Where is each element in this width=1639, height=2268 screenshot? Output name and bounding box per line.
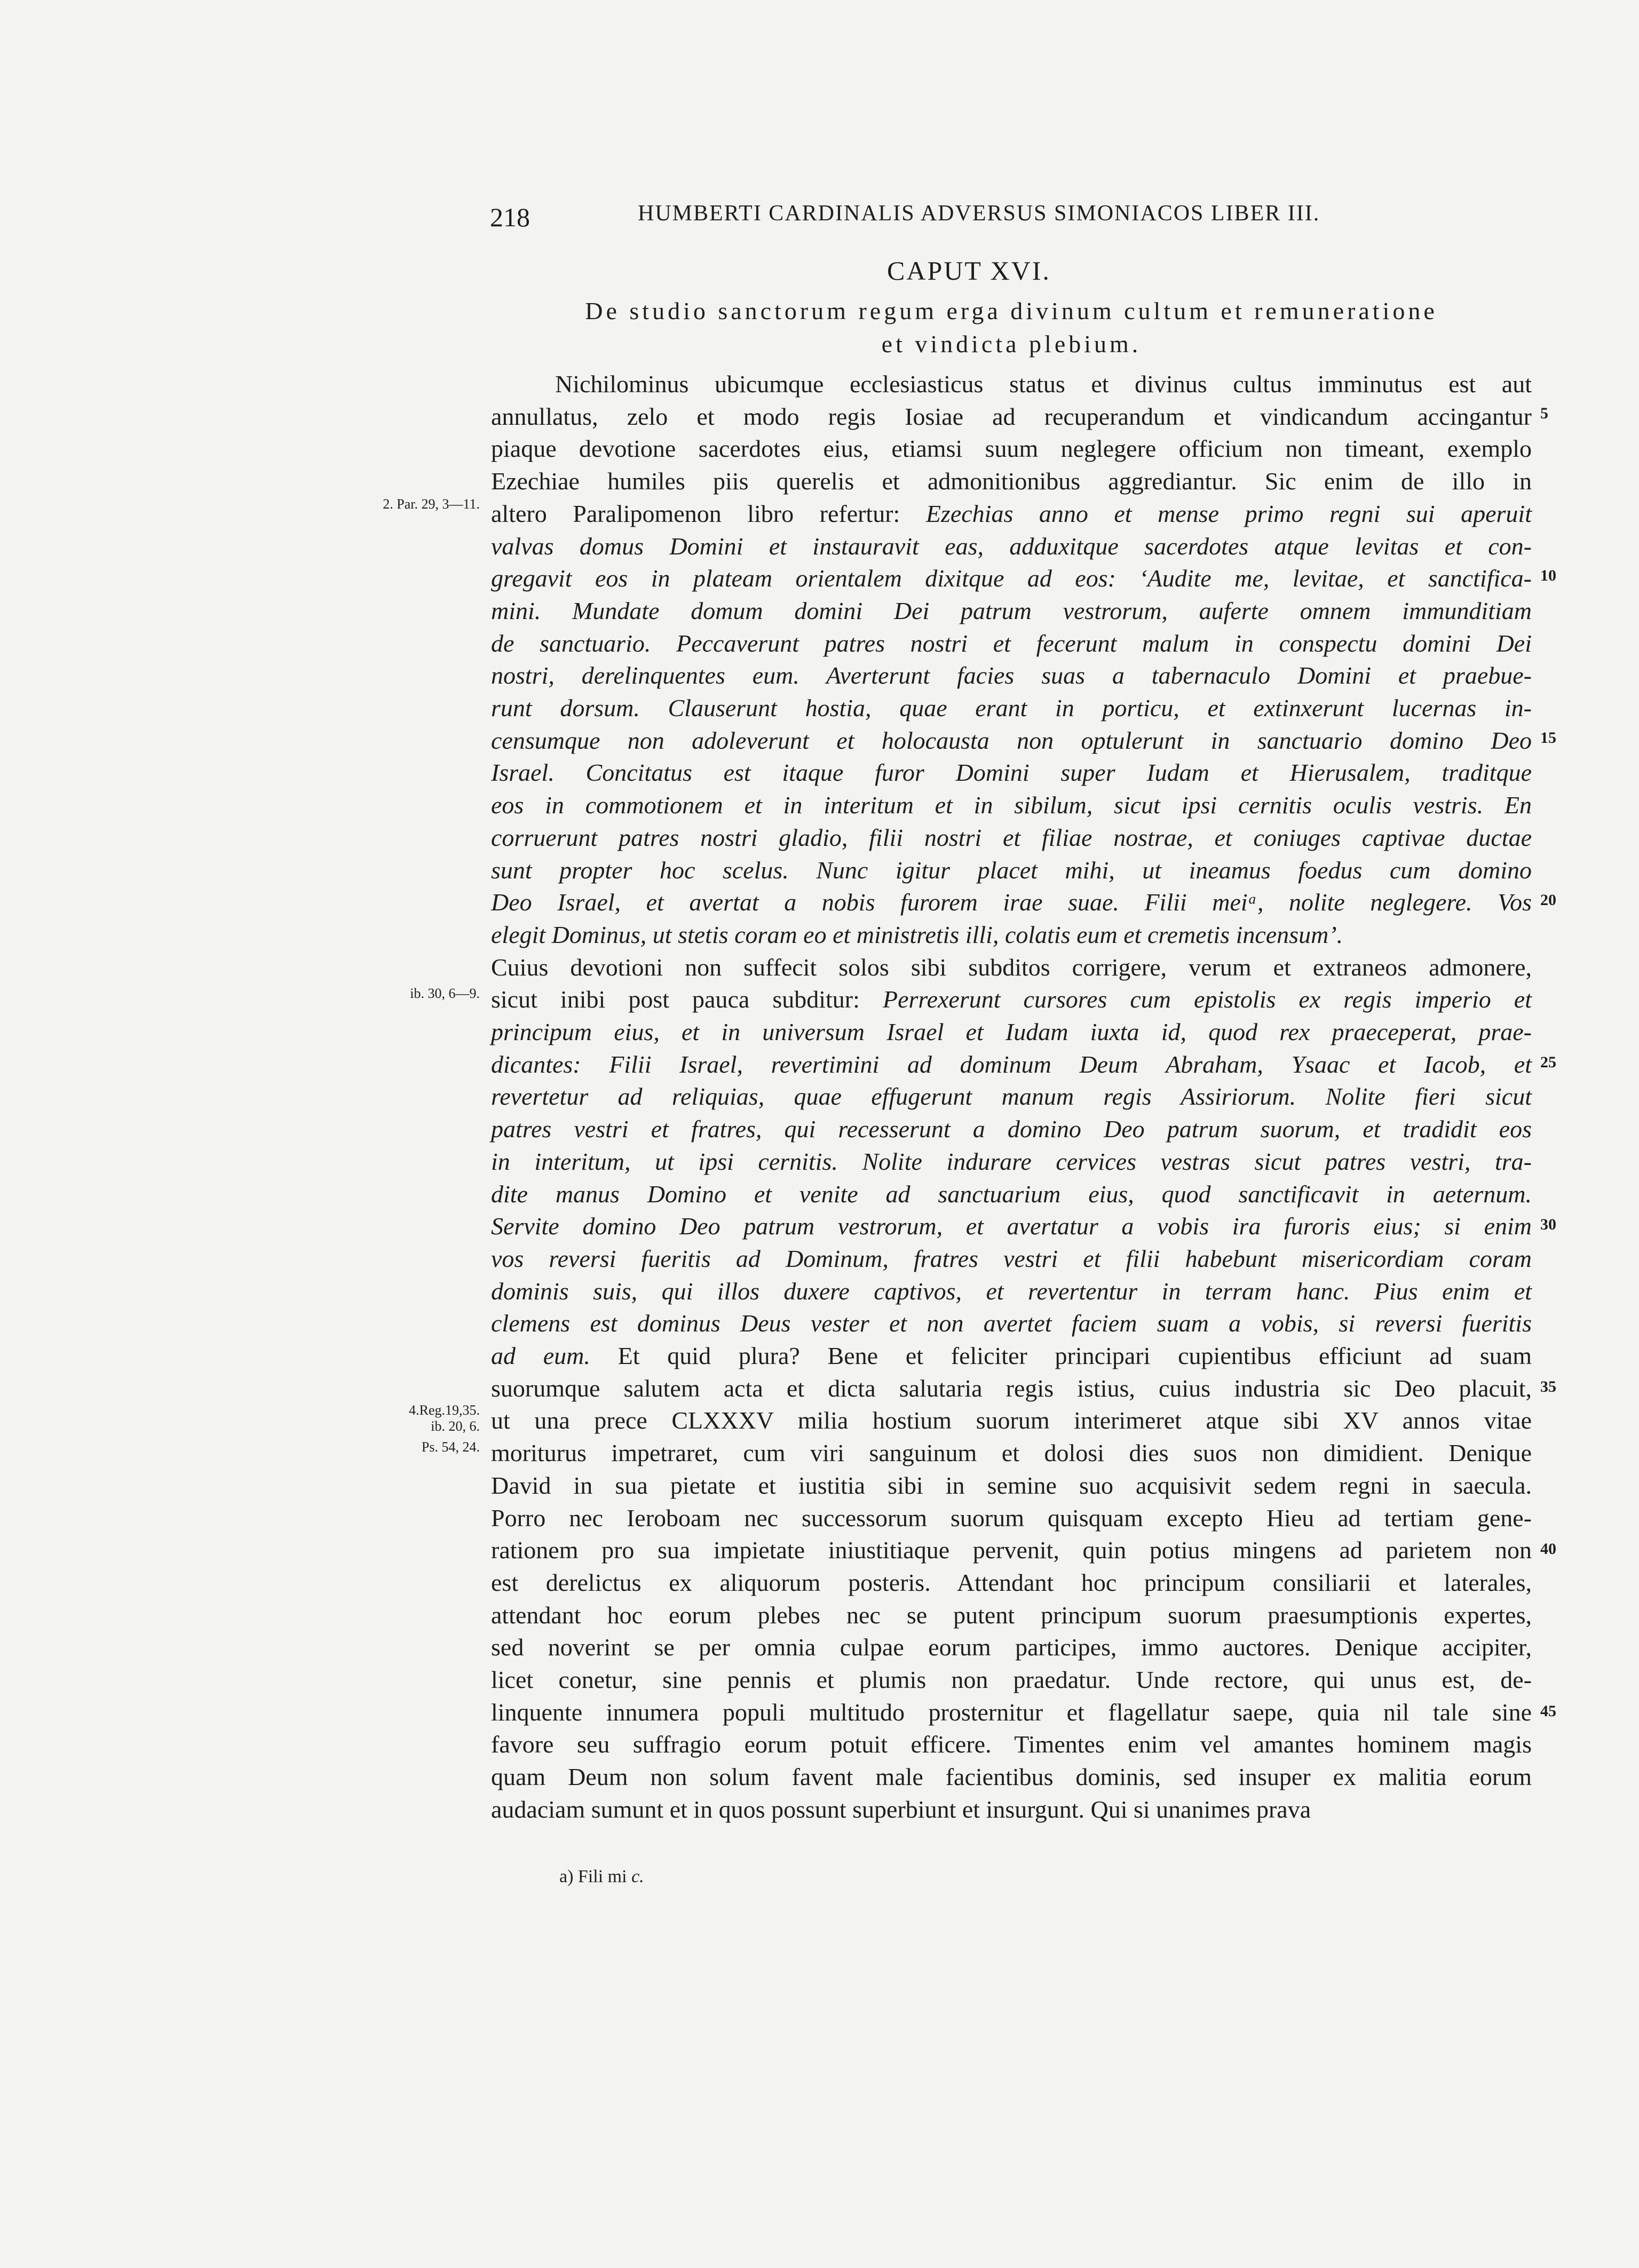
text-line: Servite domino Deo patrum vestrorum, et avertatur a vobis ira furoris eius; si enim <box>491 1212 1532 1240</box>
text-line: Cuius devotioni non suffecit solos sibi subditos corrigere, verum et extraneos admonere, <box>491 953 1532 981</box>
text-line: licet conetur, sine pennis et plumis non praedatur. Unde rectore, qui unus est, de- <box>491 1666 1532 1693</box>
text-line: sed noverint se per omnia culpae eorum participes, immo auctores. Denique accipiter, <box>491 1633 1532 1661</box>
line-number: 40 <box>1540 1540 1556 1558</box>
text-line: annullatus, zelo et modo regis Iosiae ad recuperandum et vindicandum accingantur <box>491 402 1532 430</box>
line-number: 30 <box>1540 1216 1556 1233</box>
text-line: patres vestri et fratres, qui recesserunt a domino Deo patrum suorum, et tradidit eos <box>491 1115 1532 1143</box>
footnote: a) Fili mi c. <box>559 1867 644 1886</box>
line-number: 15 <box>1540 729 1556 747</box>
text-line: ut una prece CLXXXV milia hostium suorum interimeret atque sibi XV annos vitae <box>491 1407 1532 1434</box>
text-line: Deo Israel, et avertat a nobis furorem irae suae. Filii meiᵃ, nolite neglegere. Vos <box>491 889 1532 916</box>
text-line: revertetur ad reliquias, quae effugerunt manum regis Assiriorum. Nolite fieri sicut <box>491 1083 1532 1111</box>
text-line: attendant hoc eorum plebes nec se putent principum suorum praesumptionis expertes, <box>491 1601 1532 1629</box>
page-number: 218 <box>490 202 530 232</box>
text-line: Porro nec Ieroboam nec successorum suorum quisquam excepto Hieu ad tertiam gene- <box>491 1504 1532 1532</box>
text-line: audaciam sumunt et in quos possunt superbiunt et insurgunt. Qui si unanimes prava <box>491 1795 1311 1823</box>
margin-note: Ps. 54, 24. <box>421 1439 480 1455</box>
text-line: in interitum, ut ipsi cernitis. Nolite indurare cervices vestras sicut patres vestri, tra- <box>491 1147 1532 1175</box>
text-line: clemens est dominus Deus vester et non avertet faciem suam a vobis, si reversi fueritis <box>491 1310 1532 1337</box>
text-line: est derelictus ex aliquorum posteris. Attendant hoc principum consiliarii et laterales, <box>491 1568 1532 1596</box>
line-number: 45 <box>1540 1702 1556 1720</box>
text-line: mini. Mundate domum domini Dei patrum vestrorum, auferte omnem immunditiam <box>491 597 1532 624</box>
text-line: eos in commotionem et in interitum et in sibilum, sicut ipsi cernitis oculis vestris. En <box>491 791 1532 819</box>
text-line: corruerunt patres nostri gladio, filii nostri et filiae nostrae, et coniuges captivae ductae <box>491 823 1532 851</box>
text-line: principum eius, et in universum Israel et Iudam iuxta id, quod rex praeceperat, prae- <box>491 1018 1532 1045</box>
text-line: de sanctuario. Peccaverunt patres nostri et fecerunt malum in conspectu domini Dei <box>491 629 1532 657</box>
text-line: Israel. Concitatus est itaque furor Domini super Iudam et Hierusalem, traditque <box>491 759 1532 787</box>
text-line: gregavit eos in plateam orientalem dixitque ad eos: ‘Audite me, levitae, et sanctifica- <box>491 565 1532 592</box>
text-line: piaque devotione sacerdotes eius, etiamsi suum neglegere officium non timeant, exemplo <box>491 435 1532 463</box>
text-line: ad eum. Et quid plura? Bene et feliciter principari cupientibus efficiunt ad suam <box>491 1342 1532 1369</box>
text-line: valvas domus Domini et instauravit eas, adduxitque sacerdotes atque levitas et con- <box>491 532 1532 560</box>
text-line: runt dorsum. Clauserunt hostia, quae erant in porticu, et extinxerunt lucernas in- <box>491 694 1532 721</box>
margin-note: 4.Reg.19,35. ib. 20, 6. <box>409 1402 480 1434</box>
text-line: Nichilominus ubicumque ecclesiasticus status et divinus cultus imminutus est aut <box>555 370 1532 398</box>
text-line: favore seu suffragio eorum potuit efficere. Timentes enim vel amantes hominem magis <box>491 1731 1532 1758</box>
text-line: sicut inibi post pauca subditur: Perrexerunt cursores cum epistolis ex regis imperio et <box>491 986 1532 1013</box>
text-line: Ezechiae humiles piis querelis et admonitionibus aggrediantur. Sic enim de illo in <box>491 467 1532 495</box>
text-line: dite manus Domino et venite ad sanctuarium eius, quod sanctificavit in aeternum. <box>491 1180 1532 1208</box>
running-head: HUMBERTI CARDINALIS ADVERSUS SIMONIACOS LIBER III. <box>638 201 1320 226</box>
chapter-subtitle: De studio sanctorum regum erga divinum cultum et remuneratione et vindicta plebium. <box>585 297 1438 358</box>
text-line: vos reversi fueritis ad Dominum, fratres vestri et filii habebunt misericordiam coram <box>491 1244 1532 1272</box>
line-number: 5 <box>1540 405 1548 422</box>
text-line: censumque non adoleverunt et holocausta non optulerunt in sanctuario domino Deo <box>491 726 1532 754</box>
text-line: elegit Dominus, ut stetis coram eo et ministretis illi, colatis eum et cremetis incensum’. <box>491 921 1343 948</box>
text-line: dicantes: Filii Israel, revertimini ad dominum Deum Abraham, Ysaac et Iacob, et <box>491 1050 1532 1078</box>
text-line: sunt propter hoc scelus. Nunc igitur placet mihi, ut ineamus foedus cum domino <box>491 856 1532 884</box>
line-number: 25 <box>1540 1053 1556 1071</box>
text-line: suorumque salutem acta et dicta salutaria regis istius, cuius industria sic Deo placuit, <box>491 1374 1532 1402</box>
text-line: linquente innumera populi multitudo prosternitur et flagellatur saepe, quia nil tale sine <box>491 1698 1532 1726</box>
text-line: altero Paralipomenon libro refertur: Ezechias anno et mense primo regni sui aperuit <box>491 499 1532 527</box>
text-line: David in sua pietate et iustitia sibi in semine suo acquisivit sedem regni in saecula. <box>491 1471 1532 1499</box>
line-number: 35 <box>1540 1378 1556 1395</box>
line-number: 10 <box>1540 567 1556 584</box>
chapter-title: CAPUT XVI. <box>887 256 1051 286</box>
margin-note: 2. Par. 29, 3—11. <box>383 496 480 512</box>
text-line: quam Deum non solum favent male facientibus dominis, sed insuper ex malitia eorum <box>491 1763 1532 1791</box>
text-line: rationem pro sua impietate iniustitiaque pervenit, quin potius mingens ad parietem non <box>491 1536 1532 1564</box>
text-line: dominis suis, qui illos duxere captivos, et revertentur in terram hanc. Pius enim et <box>491 1277 1532 1305</box>
text-line: nostri, derelinquentes eum. Averterunt facies suas a tabernaculo Domini et praebue- <box>491 662 1532 689</box>
line-number: 20 <box>1540 891 1556 909</box>
text-line: moriturus impetraret, cum viri sanguinum et dolosi dies suos non dimidient. Denique <box>491 1439 1532 1467</box>
margin-note: ib. 30, 6—9. <box>410 986 480 1001</box>
